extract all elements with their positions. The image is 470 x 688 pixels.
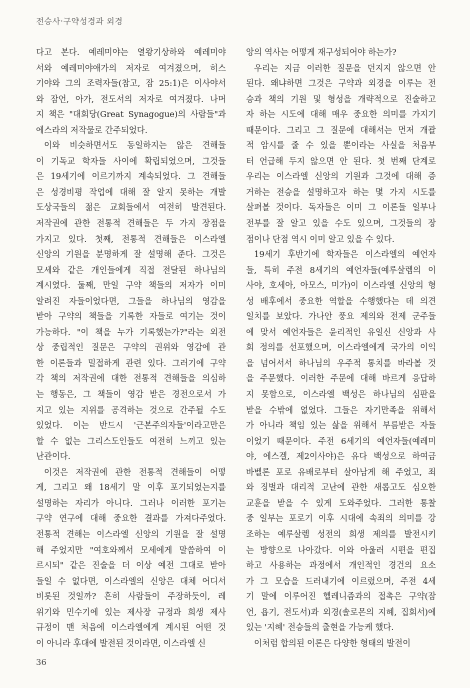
text-line: 와 징벌과 대리적 고난에 관한 새롭고도 심오한 — [246, 482, 436, 493]
text-line: 19세기 후반기에 학자들은 이스라엘의 예언자 — [254, 249, 436, 260]
text-line: 은 19세기에 이르기까지 계속되었다. 그 견해들 — [36, 171, 226, 182]
text-line: 할 수 없는 그리스도인들도 여전히 느끼고 있는 — [36, 435, 226, 446]
text-line: 받아 구약의 책들을 기록한 자들로 여기는 것이 — [36, 311, 226, 322]
text-line: 구약 연구에 대해 중요한 결과를 가져다주었다. — [36, 513, 226, 524]
text-line: 다고 본다. 예레미야는 열왕기상하와 예레미야 — [36, 47, 226, 57]
text-line: 이와 비슷하면서도 동일하지는 않은 견해들 — [44, 140, 226, 151]
text-line: 와 잠언, 아가, 전도서의 저자로 여겨졌다. 나머 — [36, 93, 226, 104]
text-line: 계시였다. 둘째, 만일 구약 책들의 저자가 이미 — [36, 280, 226, 291]
text-line: 회 정의를 선포했으며, 이스라엘에게 국가의 이익 — [246, 342, 436, 353]
text-line: 된다. 왜냐하면 그것은 구약과 외경을 이루는 전 — [246, 78, 436, 89]
text-line: 을 넘어서서 하나님의 우주적 통치를 바라볼 것 — [246, 357, 436, 368]
text-line: 터 언급해 두지 않으면 안 된다. 첫 번째 단계로 — [246, 155, 436, 166]
text-line: 는 방향으로 나아갔다. 이와 아울러 시편을 편집 — [246, 544, 436, 555]
text-line: 언, 욥기, 전도서)과 외경(솔로몬의 지혜, 집회서)에 — [246, 606, 436, 617]
text-line: 가능하다. "이 책을 누가 기록했는가?"라는 외전 — [36, 326, 226, 337]
text-line: 기 말에 이루어진 헬레니즘과의 접촉은 구약(잠 — [246, 591, 436, 602]
right-column — [246, 45, 436, 651]
text-line: 이 아니라 후대에 발전된 것이라면, 이스라엘 신 — [36, 637, 206, 648]
text-line: 이처럼 합의된 이론은 다양한 형태의 발전이 — [254, 637, 411, 648]
text-line: 비롯된 것일까? 흔히 사람들이 주장하듯이, 레 — [36, 591, 226, 602]
text-line: 난관이다. — [36, 451, 71, 462]
text-line: 위기와 민수기에 있는 제사장 규정과 희생 제사 — [36, 606, 226, 617]
text-line: 일치를 보았다. 가나안 풍요 제의와 전제 군주들 — [246, 311, 436, 322]
text-line: 가 아니라 책임 있는 삶을 위해서 부름받은 자들 — [246, 420, 436, 431]
text-line: 각 책의 저작권에 대한 전통적 견해들을 의심하 — [36, 373, 226, 384]
text-line: 지 책은 "대회당(Great Synagogue)의 사람들"과 — [36, 109, 226, 120]
text-line: 도상국들의 젊은 교회들에서 여전히 발견된다. — [36, 202, 226, 213]
text-line: 저작권에 관한 전통적 견해들은 두 가지 장점을 — [36, 218, 226, 229]
text-line: 야, 에스겔, 제2이사야)은 유다 백성으로 하여금 — [246, 451, 436, 462]
text-line: 해 주었지만 "여호와께서 모세에게 말씀하여 이 — [36, 544, 226, 555]
text-line: 지고 있는 지위를 공격하는 것으로 간주될 수도 — [36, 404, 226, 415]
text-line: 들일 수 없다면, 이스라엘의 신앙은 대체 어디서 — [36, 575, 226, 586]
text-line: 때문이다. 그리고 그 질문에 대해서는 먼저 개괄 — [246, 124, 436, 135]
text-line: 이것은 저작권에 관한 전통적 견해들이 어떻 — [44, 466, 226, 477]
text-line: 게, 그리고 왜 18세기 말 이후 포기되었는지를 — [36, 482, 226, 493]
text-line: 바벨론 포로 유배로부터 살아남게 해 주었고, 죄 — [246, 466, 436, 477]
text-line: 성 배후에서 중요한 역할을 수행했다는 데 의견 — [246, 295, 436, 306]
text-line: 전통적 견해는 이스라엘 신앙의 기원을 잘 설명 — [36, 528, 226, 539]
text-line: 설명하는 자리가 아니다. 그러나 이러한 포기는 — [36, 497, 226, 508]
text-line: 하고 사용하는 과정에서 개인적인 경건의 요소 — [246, 560, 436, 571]
text-line: 거하는 전승을 설명하고자 하는 몇 가지 시도를 — [246, 186, 436, 197]
text-line: 신앙의 기원을 분명하게 잘 설명해 준다. 그것은 — [36, 249, 226, 260]
text-line: 승과 책의 기원 및 형성을 개략적으로 진술하고 — [246, 93, 436, 104]
text-line: 이 기독교 학자들 사이에 확립되었으며, 그것들 — [36, 155, 226, 166]
text-line: 는 행동은, 그 책들이 영감 받은 경전으로서 가 — [36, 389, 226, 400]
text-line: 가지고 있다. 첫째, 전통적 견해들은 이스라엘 — [36, 233, 226, 244]
text-line: 르시되" 같은 진술을 더 이상 예전 그대로 받아 — [36, 560, 226, 571]
running-head: 전승사·구약성경과 외경 — [36, 16, 123, 26]
text-line: 서와 예레미야애가의 저자로 여겨졌으며, 히스 — [36, 62, 226, 73]
text-line: 조하는 예루살렘 성전의 희생 제의를 발전시키 — [246, 528, 436, 539]
text-line: 을 주문했다. 이러한 주문에 대해 바르게 응답하 — [246, 373, 436, 384]
text-line: 지 못함으로, 이스라엘 백성은 하나님의 심판을 — [246, 389, 436, 400]
text-line: 교훈을 받을 수 있게 도와주었다. 그러한 통찰 — [246, 497, 436, 508]
text-line: 전부를 잘 알고 있을 수도 있으며, 그것들의 장 — [246, 218, 436, 229]
text-line: 에스라의 저작물로 간주되었다. — [36, 124, 148, 135]
text-line: 받을 수밖에 없었다. 그들은 자기만족을 위해서 — [246, 404, 436, 415]
text-line: 중 일부는 포로기 이후 시대에 속죄의 의미를 강 — [246, 513, 436, 524]
text-line: 있는 '지혜' 전승들의 출현을 가능케 했다. — [246, 622, 394, 633]
text-line: 들, 특히 주전 8세기의 예언자들(예루살렘의 이 — [246, 264, 436, 275]
left-column — [36, 45, 226, 651]
text-line: 규정이 맨 처음에 이스라엘에게 계시된 어떤 것 — [36, 622, 226, 633]
text-line: 기야와 그의 조력자들(참고, 잠 25:1)은 이사야서 — [36, 78, 226, 89]
page-number: 36 — [36, 657, 47, 667]
text-line: 에 맞서 예언자들은 윤리적인 유일신 신앙과 사 — [246, 326, 436, 337]
text-line: 사야, 호세아, 아모스, 미가)이 이스라엘 신앙의 형 — [246, 280, 436, 291]
text-line: 점이나 단점 역시 이미 알고 있을 수 있다. — [246, 233, 395, 244]
text-line: 이었기 때문이다. 주전 6세기의 예언자들(예레미 — [246, 435, 436, 446]
text-line: 우리는 지금 이러한 질문을 던지지 않으면 안 — [254, 62, 436, 73]
text-line: 살펴볼 것이다. 독자들은 이미 그 이론들 일부나 — [246, 202, 436, 213]
text-line: 적 암시를 줄 수 있을 뿐이라는 사실을 처음부 — [246, 140, 436, 151]
text-line: 우리는 이스라엘 신앙의 기원과 그것에 대해 증 — [246, 171, 436, 182]
text-line: 은 성경비평 작업에 대해 잘 알지 못하는 개발 — [36, 186, 226, 197]
text-line: 있었다. 이는 반드시 '근본주의자들'이라고만은 — [36, 420, 226, 431]
text-line: 알려진 자들이었다면, 그들을 하나님의 영감을 — [36, 295, 226, 306]
text-line: 가 그 모습을 드러내기에 이르렀으며, 주전 4세 — [246, 575, 436, 586]
text-line: 자 하는 시도에 대해 매우 중요한 의미를 가지기 — [246, 109, 436, 120]
text-line: 한 이론들과 밀접하게 관련 있다. 그러기에 구약 — [36, 357, 226, 368]
text-line: 모세와 같은 개인들에게 직접 전달된 하나님의 — [36, 264, 226, 275]
text-line: 앙의 역사는 어떻게 재구성되어야 하는가? — [246, 47, 397, 57]
text-line: 상 중립적인 질문은 구약의 권위와 영감에 관 — [36, 342, 226, 353]
